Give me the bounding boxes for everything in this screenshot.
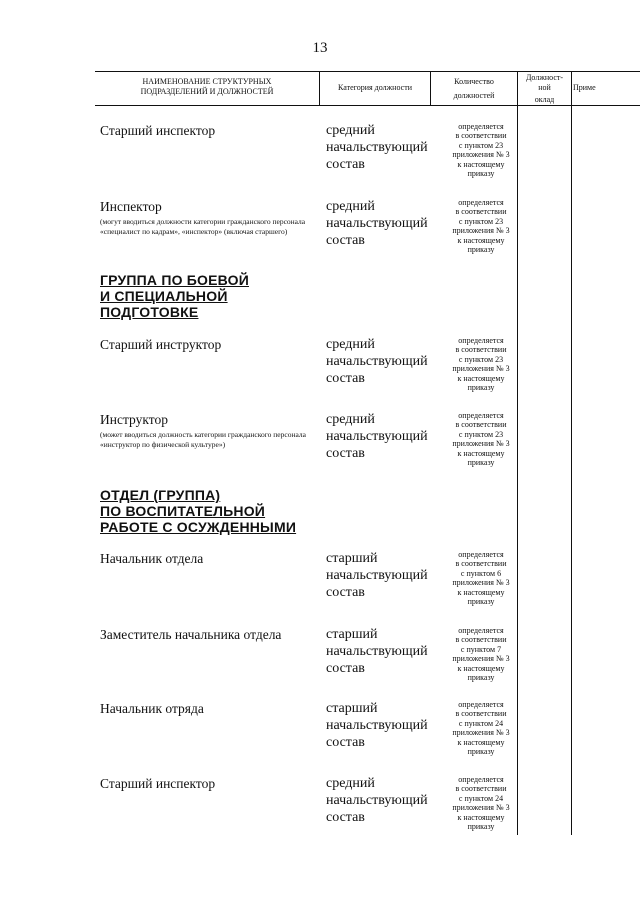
count-line: к настоящему [457, 159, 505, 169]
position-name-cell [100, 775, 320, 792]
category-cell [326, 775, 438, 826]
category-line: состав [326, 585, 365, 600]
count-line: в соответствии [455, 131, 507, 141]
count-line: с пунктом 24 [458, 793, 504, 803]
section-heading-line: ПОДГОТОВКЕ [100, 304, 199, 320]
count-line: приложения № 3 [452, 439, 510, 449]
category-line: средний [326, 412, 375, 427]
count-line: определяется [458, 775, 504, 784]
category-line: старший [326, 701, 378, 716]
header-salary-line: оклад [534, 95, 555, 104]
count-cell [440, 626, 522, 682]
section-heading-line: РАБОТЕ С ОСУЖДЕННЫМИ [100, 519, 297, 535]
count-line: с пунктом 23 [458, 429, 504, 439]
count-line: приказу [467, 822, 495, 832]
count-line: приказу [467, 245, 495, 255]
count-line: определяется [458, 336, 504, 345]
count-line: приказу [467, 383, 495, 393]
category-cell [326, 336, 438, 387]
category-line: состав [326, 157, 365, 172]
count-line: в соответствии [455, 345, 507, 355]
section-heading [100, 272, 320, 320]
count-line: с пунктом 6 [460, 568, 502, 578]
count-line: в соответствии [455, 559, 507, 569]
count-line: к настоящему [457, 812, 505, 822]
header-category-column: Категория должности [338, 83, 412, 92]
position-name-cell [100, 550, 320, 567]
section-heading [100, 487, 320, 535]
section-heading-line: ОТДЕЛ (ГРУППА) [100, 487, 221, 503]
category-cell [326, 122, 438, 173]
count-line: к настоящему [457, 373, 505, 383]
category-line: средний [326, 199, 375, 214]
count-line: в соответствии [455, 635, 507, 645]
category-line: начальствующий [326, 354, 428, 369]
count-line: определяется [458, 626, 504, 635]
category-line: состав [326, 446, 365, 461]
category-line: старший [326, 627, 378, 642]
position-name: Старший инспектор [100, 123, 216, 138]
position-name-cell [100, 411, 320, 449]
category-line: средний [326, 337, 375, 352]
column-divider-note [571, 71, 572, 835]
count-cell [440, 198, 522, 254]
count-line: в соответствии [455, 709, 507, 719]
count-line: приказу [467, 673, 495, 683]
count-line: приказу [467, 747, 495, 757]
header-salary-line: Должност- [525, 73, 564, 82]
count-line: приложения № 3 [452, 364, 510, 374]
position-name: Инструктор [100, 412, 168, 427]
category-line: средний [326, 123, 375, 138]
count-line: в соответствии [455, 420, 507, 430]
position-name-cell [100, 700, 320, 717]
count-line: к настоящему [457, 587, 505, 597]
position-name: Начальник отряда [100, 701, 204, 716]
count-cell [440, 336, 522, 392]
count-line: к настоящему [457, 737, 505, 747]
count-line: с пунктом 23 [458, 140, 504, 150]
count-line: приказу [467, 458, 495, 468]
count-line: с пунктом 24 [458, 718, 504, 728]
table-top-border [95, 71, 640, 72]
category-cell [326, 550, 438, 601]
count-line: приложения № 3 [452, 226, 510, 236]
category-cell [326, 198, 438, 249]
page-number: 13 [312, 40, 328, 56]
category-line: старший [326, 551, 378, 566]
header-salary-line: ной [538, 83, 551, 92]
header-name-column [96, 77, 318, 97]
position-name: Старший инспектор [100, 776, 216, 791]
category-line: состав [326, 233, 365, 248]
position-name: Начальник отдела [100, 551, 204, 566]
count-cell [440, 122, 522, 178]
category-line: начальствующий [326, 718, 428, 733]
count-line: приложения № 3 [452, 150, 510, 160]
count-line: к настоящему [457, 663, 505, 673]
category-line: начальствующий [326, 793, 428, 808]
category-line: средний [326, 776, 375, 791]
category-line: начальствующий [326, 216, 428, 231]
header-count-line: должностей [453, 91, 495, 100]
section-heading-line: ГРУППА ПО БОЕВОЙ [100, 272, 249, 288]
count-line: приложения № 3 [452, 803, 510, 813]
count-cell [440, 775, 522, 831]
category-cell [326, 626, 438, 677]
position-note: (могут вводиться должности категории гражданского персонала «специалист по кадрам», «инспектор» (включая старшего) [100, 217, 306, 236]
count-line: определяется [458, 411, 504, 420]
count-line: определяется [458, 700, 504, 709]
position-name: Заместитель начальника отдела [100, 627, 282, 642]
header-count-line: Количество [454, 77, 494, 86]
position-name-cell [100, 122, 320, 139]
position-name: Инспектор [100, 199, 162, 214]
count-cell [440, 411, 522, 467]
count-line: к настоящему [457, 235, 505, 245]
category-cell [326, 700, 438, 751]
header-count-column [431, 77, 517, 101]
header-note-column: Приме [573, 83, 596, 92]
category-line: состав [326, 661, 365, 676]
section-heading-line: И СПЕЦИАЛЬНОЙ [100, 288, 228, 304]
count-line: приложения № 3 [452, 654, 510, 664]
position-name-cell [100, 626, 320, 643]
header-bottom-border [95, 105, 640, 106]
count-line: с пунктом 7 [460, 644, 502, 654]
count-cell [440, 550, 522, 606]
category-line: начальствующий [326, 568, 428, 583]
category-cell [326, 411, 438, 462]
section-heading-line: ПО ВОСПИТАТЕЛЬНОЙ [100, 503, 266, 519]
count-line: приказу [467, 169, 495, 179]
header-name-line: ПОДРАЗДЕЛЕНИЙ И ДОЛЖНОСТЕЙ [140, 87, 274, 96]
position-name-cell [100, 198, 320, 236]
category-line: начальствующий [326, 429, 428, 444]
count-line: к настоящему [457, 448, 505, 458]
position-note: (может вводиться должность категории гражданского персонала «инструктор по физической культуре») [100, 430, 306, 449]
count-line: с пунктом 23 [458, 354, 504, 364]
header-salary-column [518, 73, 571, 105]
position-name-cell [100, 336, 320, 353]
count-line: в соответствии [455, 784, 507, 794]
count-line: в соответствии [455, 207, 507, 217]
count-line: определяется [458, 550, 504, 559]
count-line: приложения № 3 [452, 728, 510, 738]
category-line: начальствующий [326, 644, 428, 659]
count-cell [440, 700, 522, 756]
category-line: состав [326, 810, 365, 825]
count-line: приказу [467, 597, 495, 607]
category-line: начальствующий [326, 140, 428, 155]
count-line: определяется [458, 198, 504, 207]
count-line: определяется [458, 122, 504, 131]
category-line: состав [326, 735, 365, 750]
header-name-line: НАИМЕНОВАНИЕ СТРУКТУРНЫХ [142, 77, 272, 86]
count-line: с пунктом 23 [458, 216, 504, 226]
category-line: состав [326, 371, 365, 386]
position-name: Старший инструктор [100, 337, 222, 352]
count-line: приложения № 3 [452, 578, 510, 588]
